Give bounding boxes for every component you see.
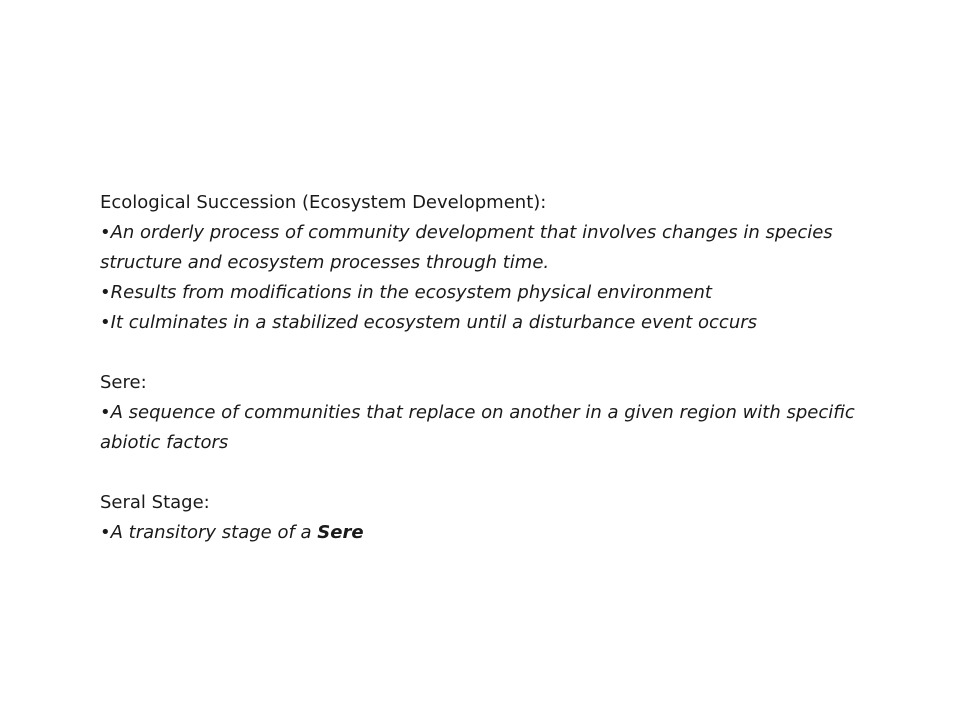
section-heading-ecological-succession: Ecological Succession (Ecosystem Development):: [100, 192, 547, 213]
bullet-transitory-stage: [100, 518, 890, 548]
section-heading-seral-stage: Seral Stage:: [100, 492, 210, 513]
bullet-orderly-process: •An orderly process of community development that involves changes in species structure and ecosystem processes through time.: [100, 222, 833, 273]
bullet-transitory-stage-text: •A transitory stage of a: [100, 522, 318, 543]
section-heading-sere: Sere:: [100, 372, 147, 393]
bullet-culminates-stabilized: •It culminates in a stabilized ecosystem until a disturbance event occurs: [100, 312, 757, 333]
bullet-emphasis-sere: Sere: [317, 522, 364, 543]
slide-content: [100, 188, 890, 548]
spacer: [100, 458, 890, 488]
spacer: [100, 338, 890, 368]
bullet-sequence-of-communities: •A sequence of communities that replace on another in a given region with specific abiotic factors: [100, 402, 855, 453]
bullet-results-from-modifications: •Results from modifications in the ecosystem physical environment: [100, 282, 712, 303]
